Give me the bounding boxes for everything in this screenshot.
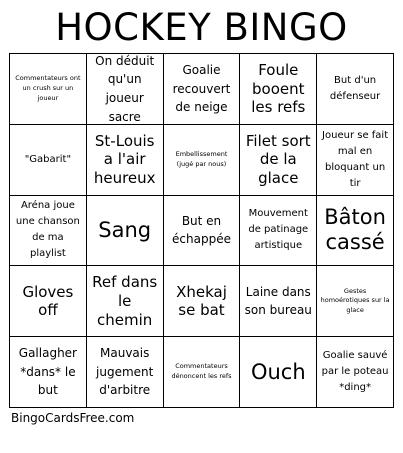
bingo-cell[interactable] (164, 125, 241, 196)
cell-text: Foule booent les refs (251, 60, 306, 117)
bingo-cell[interactable] (10, 54, 87, 125)
cell-text: Filet sort de la glace (245, 131, 311, 188)
cell-text: Laine dans son bureau (244, 284, 312, 318)
bingo-cell[interactable] (164, 266, 241, 337)
card-title: HOCKEY BINGO (55, 6, 348, 49)
cell-text: Sang (98, 217, 152, 242)
cell-text: Xhekaj se bat (176, 282, 227, 320)
bingo-cell[interactable] (10, 337, 87, 408)
bingo-cell[interactable] (87, 196, 164, 267)
bingo-cell[interactable] (240, 196, 317, 267)
bingo-cell[interactable] (317, 54, 394, 125)
bingo-cell[interactable] (317, 337, 394, 408)
cell-text: Ref dans le chemin (92, 273, 158, 329)
bingo-cell[interactable] (164, 337, 241, 408)
cell-text: Embellissement (jugé par nous) (175, 149, 228, 168)
cell-text: On déduit qu'un joueur sacre (95, 54, 155, 124)
cell-text: St-Louis a l'air heureux (93, 131, 156, 188)
bingo-cell[interactable] (317, 125, 394, 196)
bingo-grid (9, 53, 394, 408)
cell-text: Mouvement de patinage artistique (248, 208, 309, 252)
bingo-cell[interactable] (164, 54, 241, 125)
bingo-cell[interactable] (240, 266, 317, 337)
cell-text: But d'un défenseur (329, 74, 381, 102)
bingo-cell[interactable] (10, 196, 87, 267)
cell-text: Bâton cassé (324, 205, 386, 255)
cell-text: Commentateurs dénoncent les refs (171, 362, 232, 381)
site-credit: BingoCardsFree.com (11, 411, 135, 425)
bingo-cell[interactable] (317, 196, 394, 267)
cell-text: Mauvais jugement d'arbitre (96, 346, 154, 398)
cell-text: Gallagher *dans* le but (18, 346, 77, 398)
bingo-cell[interactable] (10, 266, 87, 337)
bingo-cell[interactable] (240, 54, 317, 125)
bingo-cell[interactable] (10, 125, 87, 196)
cell-text: But en échappée (172, 213, 231, 247)
bingo-cell[interactable] (87, 337, 164, 408)
bingo-cell[interactable] (87, 266, 164, 337)
cell-text: "Gabarit" (24, 153, 72, 165)
bingo-cell[interactable] (87, 54, 164, 125)
bingo-cell[interactable] (240, 337, 317, 408)
cell-text: Gloves off (22, 282, 74, 320)
bingo-cell[interactable] (240, 125, 317, 196)
cell-text: Joueur se fait mal en bloquant un tir (322, 129, 389, 189)
cell-text: Ouch (250, 359, 306, 384)
bingo-cell[interactable] (317, 266, 394, 337)
cell-text: Goalie recouvert de neige (172, 63, 231, 115)
bingo-cell[interactable] (87, 125, 164, 196)
cell-text: Goalie sauvé par le poteau *ding* (321, 350, 389, 394)
cell-text: Gestes homoérotiques sur la glace (320, 286, 390, 315)
cell-text: Aréna joue une chanson de ma playlist (15, 200, 80, 260)
cell-text: Commentateurs ont un crush sur un joueur (15, 74, 81, 102)
bingo-cell[interactable] (164, 196, 241, 267)
